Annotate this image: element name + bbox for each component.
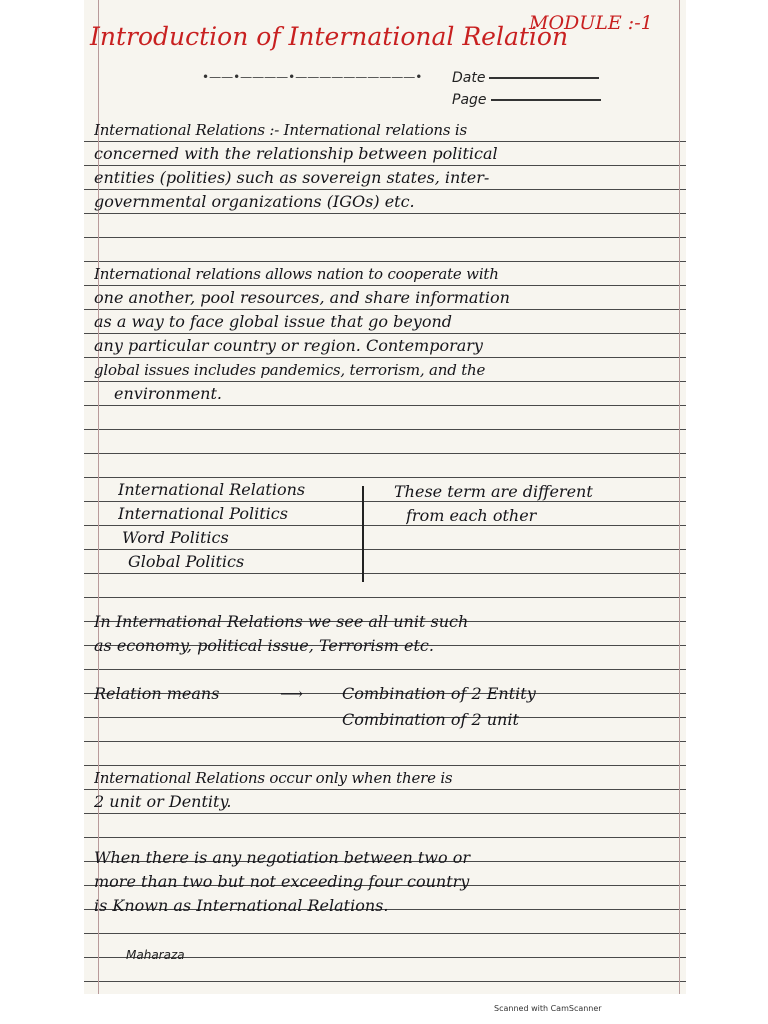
text-line: as a way to face global issue that go beyond	[94, 312, 452, 331]
text-line: When there is any negotiation between two or	[94, 848, 470, 867]
text-line: International relations allows nation to cooperate with	[94, 265, 499, 283]
term-item: Word Politics	[122, 528, 229, 547]
term-item: International Relations	[118, 480, 306, 499]
text-line: Relation means	[94, 684, 220, 703]
text-line: environment.	[114, 384, 222, 403]
notebook-page	[84, 0, 686, 994]
text-line: entities (polities) such as sovereign states, inter-	[94, 168, 490, 187]
bracket-note: from each other	[406, 506, 537, 525]
page-field	[452, 92, 601, 108]
text-line: International Relations occur only when there is	[94, 769, 453, 787]
bracket-note: These term are different	[394, 482, 593, 501]
arrow-icon: ⟶	[280, 684, 303, 703]
text-line: more than two but not exceeding four country	[94, 872, 470, 891]
text-line: any particular country or region. Contemporary	[94, 336, 483, 355]
text-line: Combination of 2 Entity	[342, 684, 536, 703]
scanner-watermark: Scanned with CamScanner	[494, 1004, 602, 1013]
module-label: MODULE :-1	[529, 12, 653, 34]
page-title: Introduction of International Relation	[90, 22, 569, 51]
date-field	[452, 70, 599, 86]
page-label: Page	[452, 92, 487, 108]
term-item: International Politics	[118, 504, 288, 523]
text-line: as economy, political issue, Terrorism etc.	[94, 636, 434, 655]
text-line: International Relations :- International relations is	[94, 121, 468, 139]
text-line: 2 unit or Dentity.	[94, 792, 232, 811]
text-line: governmental organizations (IGOs) etc.	[94, 192, 415, 211]
page-blank	[491, 99, 601, 101]
title-underline-mark: •——•————•——————————•	[202, 70, 423, 84]
text-line: is Known as International Relations.	[94, 896, 389, 915]
curly-bracket	[358, 486, 364, 582]
term-item: Global Politics	[128, 552, 245, 571]
text-line: one another, pool resources, and share information	[94, 288, 510, 307]
date-label: Date	[452, 70, 486, 86]
signature: Maharaza	[126, 948, 185, 962]
text-line: global issues includes pandemics, terrorism, and the	[94, 361, 486, 379]
text-line: Combination of 2 unit	[342, 710, 519, 729]
text-line: concerned with the relationship between political	[94, 144, 498, 163]
date-blank	[489, 77, 599, 79]
right-margin-line	[679, 0, 680, 994]
text-line: In International Relations we see all unit such	[94, 612, 469, 631]
